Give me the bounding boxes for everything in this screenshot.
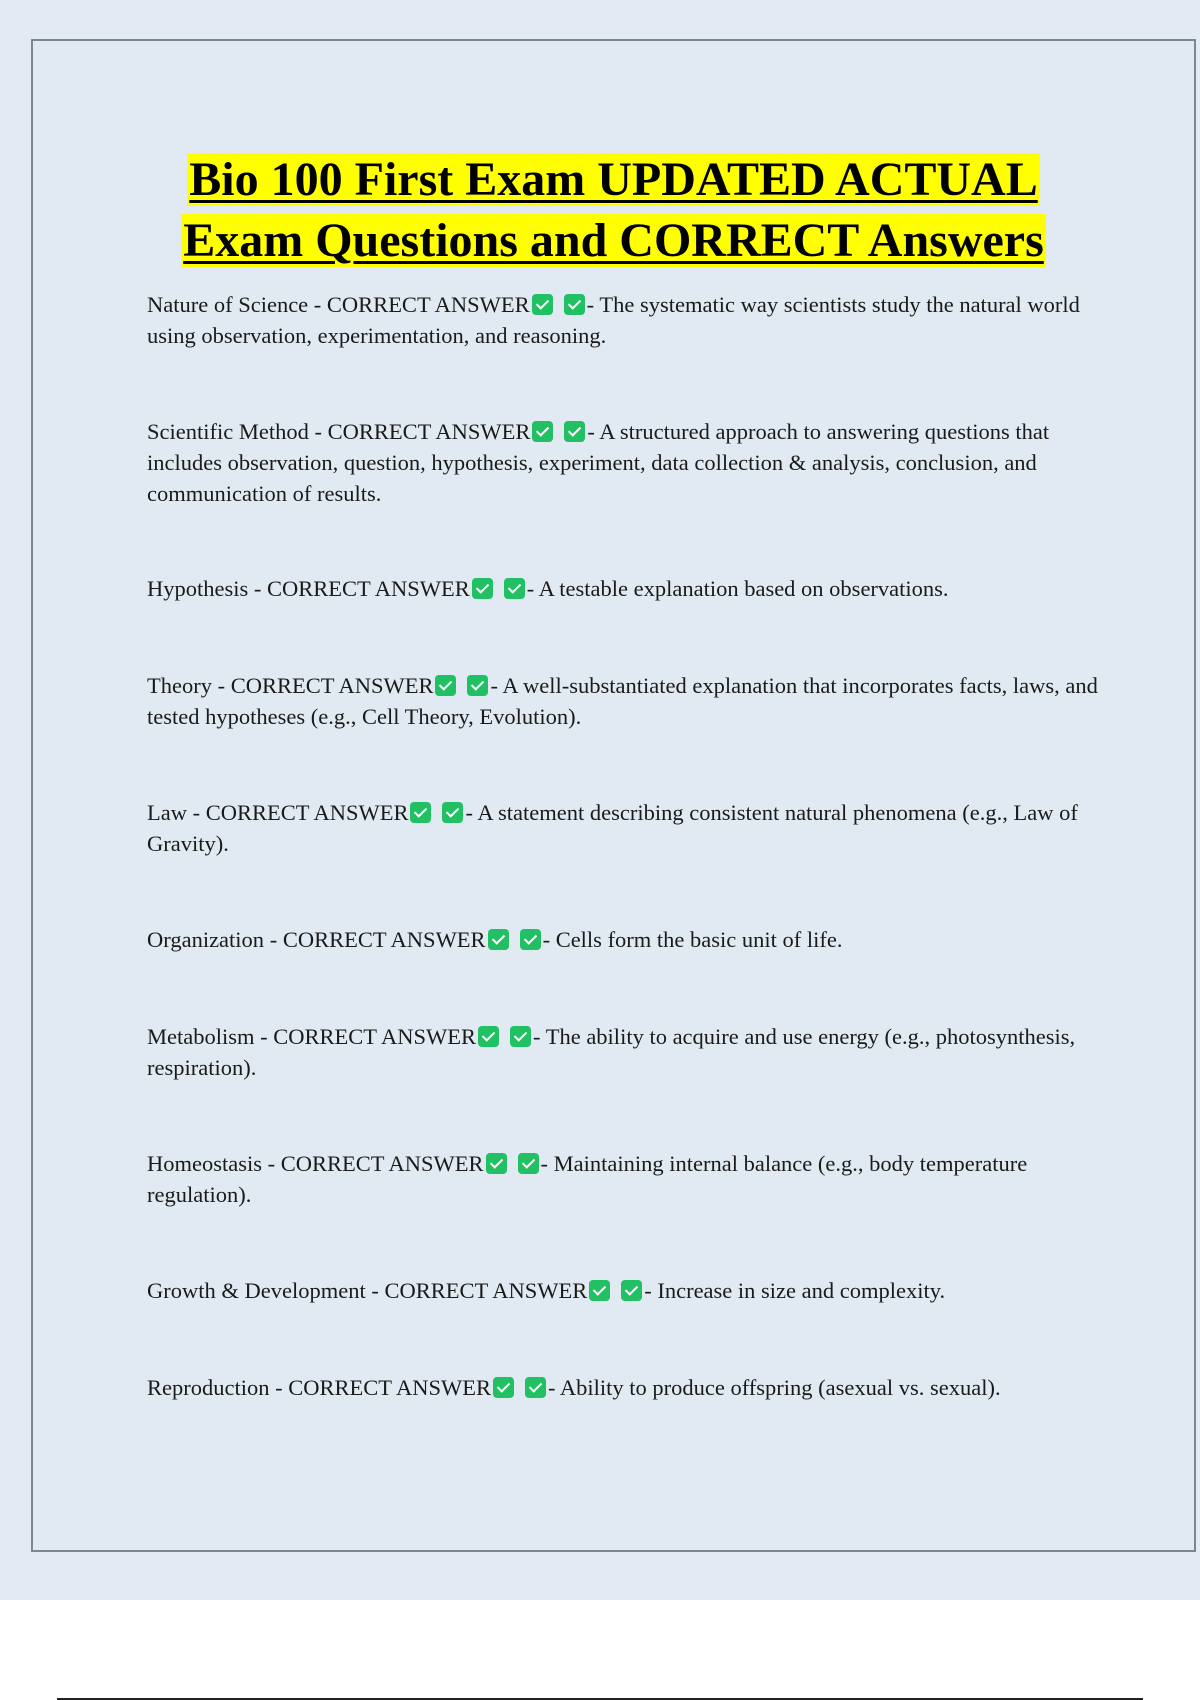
entry-marker: CORRECT ANSWER — [205, 800, 409, 825]
entry-definition: Maintaining internal balance (e.g., body temperature regulation). — [147, 1151, 1028, 1207]
document-title — [33, 149, 1194, 271]
check-mark-icon — [520, 929, 541, 950]
entry-marker: CORRECT ANSWER — [326, 292, 530, 317]
title-line-2: Exam Questions and CORRECT Answers — [183, 214, 1044, 267]
check-mark-icon — [467, 675, 488, 696]
entry-marker: CORRECT ANSWER — [288, 1375, 491, 1400]
entry-term: Theory — [147, 673, 212, 698]
check-mark-icon — [486, 1153, 507, 1174]
qa-entry: Scientific Method - CORRECT ANSWER - A structured approach to answering questions that includes observation, question, hypothesis, experiment, data collection & analysis, conclusion, and communication of results. — [147, 419, 1050, 506]
entry-marker: CORRECT ANSWER — [327, 419, 531, 444]
qa-entry: Growth & Development - CORRECT ANSWER - Increase in size and complexity. — [147, 1278, 946, 1303]
check-mark-icon — [472, 578, 493, 599]
check-mark-icon — [478, 1026, 499, 1047]
entry-definition: The systematic way scientists study the natural world using observation, experimentation, and reasoning. — [147, 292, 1080, 348]
entry-definition: Increase in size and complexity. — [657, 1278, 946, 1303]
check-mark-icon — [532, 294, 553, 315]
entry-marker: CORRECT ANSWER — [280, 1151, 484, 1176]
qa-entry: Homeostasis - CORRECT ANSWER - Maintaining internal balance (e.g., body temperature regulation). — [147, 1151, 1028, 1207]
entry-definition: Ability to produce offspring (asexual vs. sexual). — [559, 1375, 1001, 1400]
check-mark-icon — [518, 1153, 539, 1174]
entry-definition: Cells form the basic unit of life. — [555, 927, 843, 952]
entry-definition: A testable explanation based on observations. — [538, 576, 949, 601]
entry-term: Metabolism — [147, 1024, 255, 1049]
document-page — [31, 39, 1196, 1552]
qa-entry: Metabolism - CORRECT ANSWER - The ability to acquire and use energy (e.g., photosynthesis, respiration). — [147, 1024, 1076, 1080]
check-mark-icon — [589, 1280, 610, 1301]
qa-entry: Nature of Science - CORRECT ANSWER - The systematic way scientists study the natural world using observation, experimentation, and reasoning. — [147, 292, 1080, 348]
entry-term: Nature of Science — [147, 292, 309, 317]
entry-definition: A well-substantiated explanation that incorporates facts, laws, and tested hypotheses (e.g., Cell Theory, Evolution). — [147, 673, 1098, 729]
entry-marker: CORRECT ANSWER — [273, 1024, 476, 1049]
title-line-1: Bio 100 First Exam UPDATED ACTUAL — [189, 153, 1038, 206]
check-mark-icon — [442, 802, 463, 823]
entry-marker: CORRECT ANSWER — [282, 927, 486, 952]
check-mark-icon — [525, 1377, 546, 1398]
entry-term: Homeostasis — [147, 1151, 262, 1176]
entry-definition: A structured approach to answering questions that includes observation, question, hypothesis, experiment, data collection & analysis, conclusion, and communication of results. — [147, 419, 1050, 506]
check-mark-icon — [504, 578, 525, 599]
entry-term: Reproduction — [147, 1375, 270, 1400]
qa-entry: Reproduction - CORRECT ANSWER - Ability to produce offspring (asexual vs. sexual). — [147, 1375, 1001, 1400]
entry-term: Growth & Development — [147, 1278, 366, 1303]
qa-entry: Theory - CORRECT ANSWER - A well-substantiated explanation that incorporates facts, laws, and tested hypotheses (e.g., Cell Theory, Evolution). — [147, 673, 1098, 729]
qa-entry: Hypothesis - CORRECT ANSWER - A testable explanation based on observations. — [147, 576, 949, 601]
entry-definition: A statement describing consistent natural phenomena (e.g., Law of Gravity). — [147, 800, 1078, 856]
check-mark-icon — [435, 675, 456, 696]
qa-entry: Law - CORRECT ANSWER - A statement describing consistent natural phenomena (e.g., Law of Gravity). — [147, 800, 1078, 856]
check-mark-icon — [510, 1026, 531, 1047]
check-mark-icon — [621, 1280, 642, 1301]
qa-entry: Organization - CORRECT ANSWER - Cells form the basic unit of life. — [147, 927, 843, 952]
entry-marker: CORRECT ANSWER — [230, 673, 434, 698]
check-mark-icon — [564, 294, 585, 315]
check-mark-icon — [564, 421, 585, 442]
entry-term: Organization — [147, 927, 265, 952]
entry-marker: CORRECT ANSWER — [267, 576, 470, 601]
entry-term: Hypothesis — [147, 576, 249, 601]
entry-term: Law — [147, 800, 187, 825]
check-mark-icon — [493, 1377, 514, 1398]
entry-definition: The ability to acquire and use energy (e.g., photosynthesis, respiration). — [147, 1024, 1076, 1080]
entry-marker: CORRECT ANSWER — [384, 1278, 588, 1303]
check-mark-icon — [532, 421, 553, 442]
entry-term: Scientific Method — [147, 419, 309, 444]
check-mark-icon — [488, 929, 509, 950]
check-mark-icon — [410, 802, 431, 823]
